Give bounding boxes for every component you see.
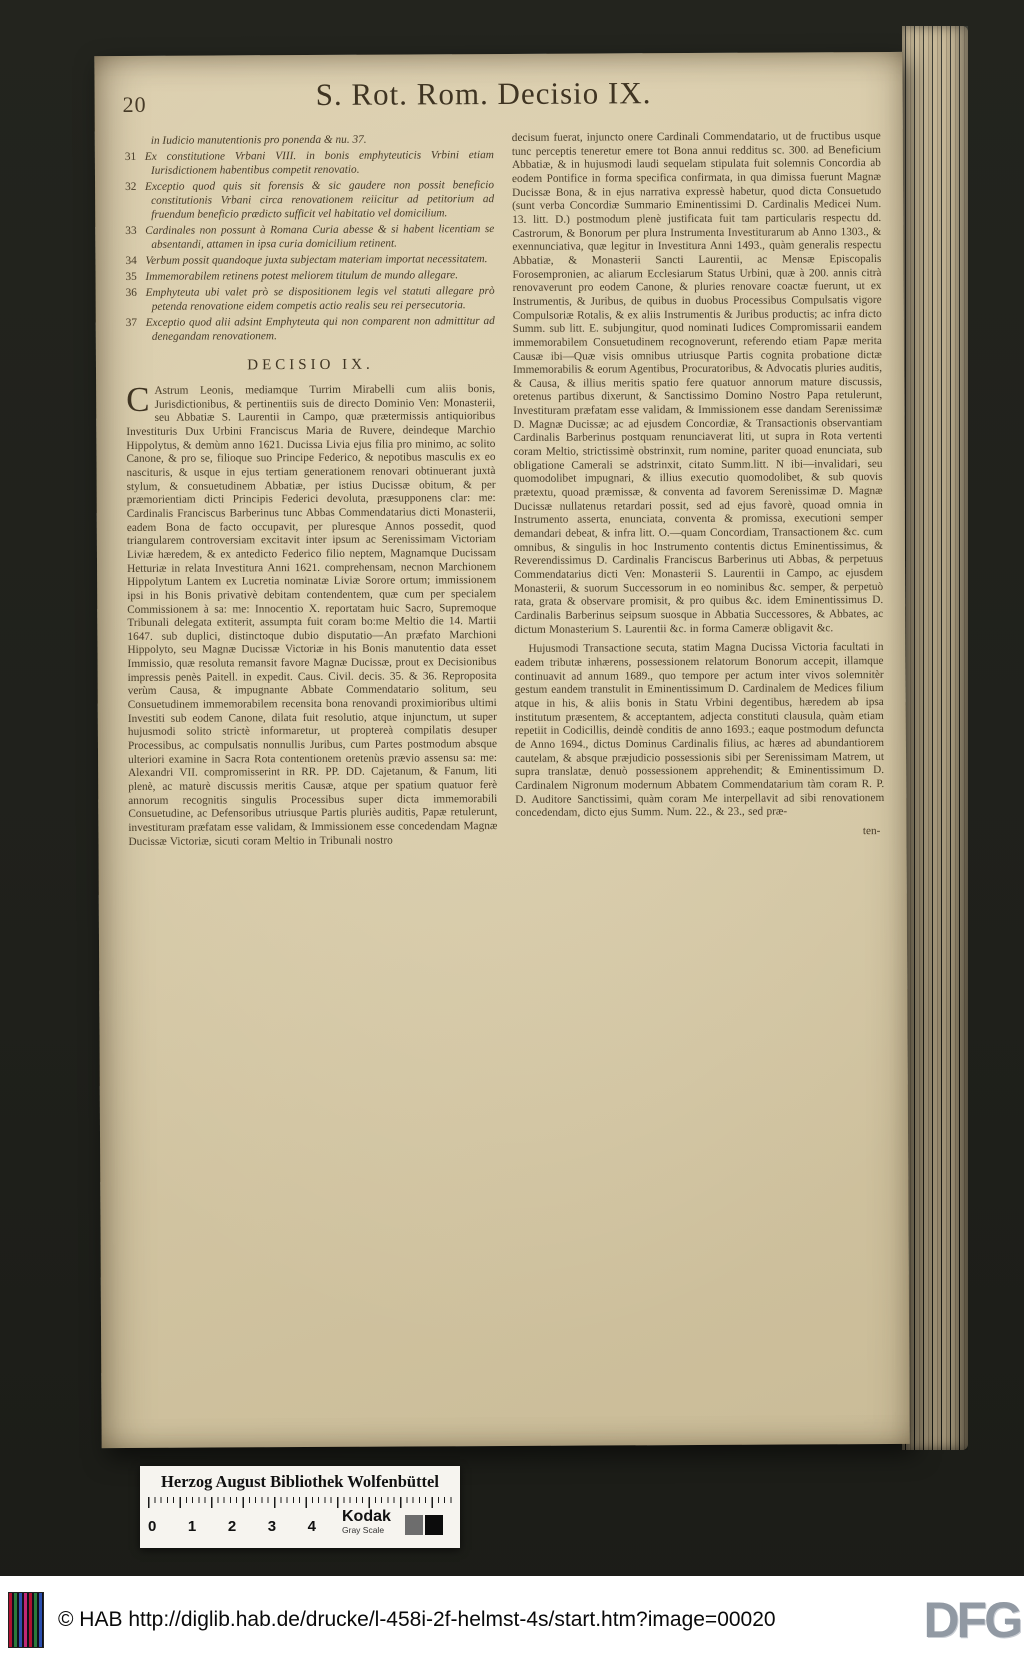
- ruler-number: 1: [187, 1517, 197, 1535]
- index-item-text: Emphyteuta ubi valet prò se dispositionem legis vel statuti allegare prò petenda renovatione eidem competis actio realis seu rei persecutoria.: [145, 285, 495, 313]
- index-item: [126, 284, 495, 314]
- index-item-number: 35: [125, 270, 137, 283]
- footer-bar: [0, 1576, 1024, 1663]
- ruler-number: 2: [227, 1517, 237, 1535]
- index-intro: in Iudicio manutentionis pro ponenda & nu. 37.: [150, 133, 367, 147]
- index-item-number: 32: [125, 180, 137, 193]
- copyright-url: © HAB http://diglib.hab.de/drucke/l-458i-2f-helmst-4s/start.htm?image=00020: [58, 1607, 776, 1631]
- color-calibration-barcode-icon: [8, 1592, 44, 1648]
- page-number: 20: [122, 91, 147, 117]
- index-item-number: 34: [125, 254, 137, 267]
- right-column: [512, 130, 888, 1422]
- kodak-grayscale-card: [140, 1466, 460, 1548]
- index-item-text: Exceptio quod quis sit forensis & sic gaudere non possit beneficio constitutionis Vrbani circa renovationem reiicitur ad petitorium ad fruendum beneficio prædicto sufficit vel habitatio vel domicilium.: [145, 179, 495, 221]
- index-item-text: Immemorabilem retinens potest meliorem titulum de mundo allegare.: [145, 269, 459, 283]
- ruler-ticks: [148, 1497, 452, 1508]
- running-title: S. Rot. Rom. Decisio IX.: [315, 75, 652, 112]
- body-paragraph: Hujusmodi Transactione secuta, statim Magna Ducissa Victoria facultati in eadem tributæ inhærens, possessionem relatorum Bonorum accepit, illamque continuavit ad annum 1689., quo tempore per actum inter vivos solemnitèr gestum eandem transtulit in Eminentissimum D. Cardinalem de Medices filium atque in his, & aliis bonis in Statu Vrbini degentibus, hæredem ab ipsa institutum præsentem, & acceptantem, adjecta constituti clausula, quàm etiam repetiit in Codicillis, deindè conditis de anno 1693.; eaque postmodum defuncta de Anno 1694., dictus Dominus Cardinalis filius, ac hæres ad abundantiorem cautelam, & absque præjudicio possessionis sibi per Serenissimam Matrem, ut supra translatæ, denuò possessionem apprehendit; & Eminentissimum D. Cardinalem Nigronum modernum Abbatem Commendatarium tàm coram R. P. D. Auditore Sanctissimi, quàm coram Me interpellavit ad sibi renovationem concedendam, dicto ejus Summ. Num. 22., & 23., sed præ-: [514, 641, 885, 820]
- body-text: Astrum Leonis, mediamque Turrim Mirabelli cum aliis bonis, Jurisdictionibus, & pertinentiis suis de directo Dominio Ven: Monasterii, seu Abbatiæ S. Laurentii in Campo, quæ prætermissis antiquioribus Investituris Dux Urbini Franciscus Maria de Ruvere, deindeque Marchio Hippolytus, & demùm anno 1621. Ducissa Livia ejus filia pro minimo, ac solito Canone, & pro se, filioque suo Principe Federico, & nepotibus masculis ex eo nascituris, & usque in ejus tertiam generationem renovari obtinuerant juxtà stylum, & consuetudinem Abbatiæ, per istius Ducissæ obitum, & per præmorientiam dicti Principis Federici devoluta, præsupponens clar: me: Cardinalis Franciscus Barberinus tunc Abbas Commendatarius dicti Monasterii, eadem Bona de facto occupavit, per pluresque Annos possedit, quod triangularem controversiam excitavit inter ipsum ac Serenissimam Victoriam Liviæ hæredem, & ex antedicto Federico filio neptem, Magnamque Ducissam Hetturiæ in relata Investitura Anni 1621. comprehensam, necnon Marchionem Hippolytum Lantem ex Lucretia nominatæ Liviæ Sorore ortum; immissionem ipsi in his Bonis privativè debitam contendentem, quæ cum per specialem Commissionem à sa: me: Innocentio X. reportatam huic Sacro, Supremoque Tribunali delegata extiterit, assumpta fuit coram bo:me Meltio die 14. Martii 1647. sub duplici, distinctoque dubio disputatio—An præfato Marchioni Hippolyto, seu Magnæ Ducissæ Victoriæ in his Bonis manutentio data esset Immissio, quæ resoluta remansit favore Magnæ Ducissæ, prout ex Decisionibus impressis penès Paitell. in expedit. Caus. Civil. decis. 35. & 36. Reproposita verùm Causa, & impugnante Abbate Commendatario solitum, seu Consuetudinem immemorabilem recensita bona renovandi proximioribus ultimi Investiti sub eodem Canone, dilata fuit resolutio, atque injunctum, ut super hujusmodi solito strictè informaretur, ut proptereà compilatis desuper Processibus, ac compulsatis nonnullis Juribus, cum Partes postmodum absque ulteriori examine in Sacra Rota contentionem oretenùs prævio assensu sa: me: Alexandri VII. compromisserint in RR. PP. DD. Cajetanum, & Fanum, liti plenè, ac maturè discussis meritis Causæ, atque per spatium quatuor ferè annorum recognitis singulis Processibus super dicta immemorabili Consuetudine, ac Defensoribus utriusque Partis pluriès auditis, Papæ retulerunt, investituram præfatam esse validam, & Immissionem esse concedendam Magnæ Ducissæ Victoriæ, sicuti coram Meltio in Tribunali nostro: [126, 383, 498, 848]
- black-patch: [425, 1515, 443, 1535]
- dfg-logo: DFG: [923, 1591, 1020, 1648]
- left-column: [125, 132, 501, 1424]
- index-item-text: Verbum possit quandoque juxta subjectam materiam importat necessitatem.: [145, 253, 488, 267]
- ruler-number: 0: [148, 1517, 157, 1535]
- index-item: [126, 314, 495, 344]
- ruler-number: 4: [307, 1517, 316, 1535]
- index-item-number: 36: [125, 286, 137, 299]
- scanned-page: [94, 52, 909, 1448]
- gray-patch: [405, 1515, 423, 1535]
- body-paragraph: decisum fuerat, injuncto onere Cardinali Commendatario, ut de fructibus usque tunc perceptis teneretur emere tot Bona annui redditus sc. 300. ad Beneficium Abbatiæ, & in hujusmodi laudi sequelam stipulata fuit solemnis Concordia ab eodem Pontifice in forma specifica confirmata, in qua dimissa fuerunt Magnæ Ducissæ Bona, & in ejus narrativa expressè habetur, quod dicta Consuetudo (sunt verba Concordiæ Summario Eminentissimi D. Cardinalis Medicei Num. 13. litt. D.) postmodum plenè justificata fuit tam particularis respectu dd. Castrorum, & Bonorum per plura Instrumenta Investiturarum ab Anno 1303., & exennunciativa, quæ legitur in Investitura Anni 1493., quàm generalis respectu Abbatiæ, & Monasterii Sancti Laurentii, ac Mensæ Episcopalis Forosempronien, ac aliarum Ecclesiarum Status Urbini, quæ à 200. annis citrà renovaverunt pro eodem Canone, & pluries renovare coactæ fuerunt, ut ex Instrumentis, & Juribus, de quibus in duobus Processibus Compulsatis vigore Compulsoriæ Rotalis, & ex aliis Instrumentis & Juribus productis; ac infra dicto Summ. sub litt. E. subjungitur, quod nominati Iudices Compromissarii eandem immemorabilem Consuetudinem recognoverunt, referendo etiam Papæ merita Causæ ibi—Quæ visis omnibus utriusque Partis cognita probatione dictæ Immemorabilis & eorum Agentibus, Procuratoribus, & Advocatis pluries auditis, & Causa, & illius meritis spatio fere quatuor annorum mature discussis, oretenus partibus dixerunt, & Sanctissimo Domino Nostro Papa retulerunt, Investituram præfatam esse validam, & Immissionem esse dandam Serenissimæ D. Magnæ Ducissæ; ac ad ejusdem Concordiæ, & Transactionis observantiam Cardinalis Barberinus postquam renunciaverat liti, ut supra in Rota vertenti coram Meltio, strictissimè obstrinxit, rum nomine, pariter quoad enunciata, sub obligatione Camerali se adstrinxit, citato Summ.litt. N ibi—invalidari, seu quomodolibet impugnari, & illius executio quomodolibet, & sub quovis prætextu, quoad præmissæ, & conventa ad favorem Serenissimæ D. Magnæ Ducissæ nullatenus retardari possit, sed ad ejus favorè, quoad omnia in Instrumento asserta, enunciata, conventa & promissa, executioni semper demandari debeat, & infra litt. O.—quam Concordiam, Transactionem &c. cum omnibus, & singulis in hoc Instrumento contentis dictus Eminentissimus, & Reverendissimus D. Cardinalis Franciscus Barberinus uti Abbas, & perpetuus Commendatarius dicti Ven: Monasterii S. Laurentii in Campo, ac ejusdem Monasterii, & suorum Successorum in eo nominibus &c. semper, & perpetuò rata, grata & observare promisit, & pro quibus &c. idem Eminentissimus D. Cardinalis Barberinus seipsum suosque in Abbatia Successores, & Abbates, ac dictum Monasterium S. Laurentii &c. in forma Cameræ obligavit &c.: [511, 130, 884, 636]
- grayscale-patches: [405, 1515, 443, 1535]
- ruler-numbers: [148, 1518, 316, 1535]
- index-item: [125, 148, 494, 178]
- body-paragraph: [126, 379, 498, 849]
- grayscale-label: Gray Scale: [342, 1525, 385, 1535]
- index-item-text: Exceptio quod alii adsint Emphyteuta qui non comparent non admittitur ad denegandam renovationem.: [145, 315, 495, 343]
- index-item-number: 31: [124, 150, 137, 163]
- drop-cap: C: [126, 379, 150, 419]
- page-header: [94, 52, 902, 130]
- ruler-row: [148, 1509, 452, 1535]
- index-item: [125, 268, 494, 284]
- index-item-text: Cardinales non possunt à Romana Curia abesse & si habent licentiam se absentandi, attamen in ipsa curia domicilium retinent.: [145, 223, 495, 251]
- index-item-text: Ex constitutione Vrbani VIII. in bonis emphyteuticis Vrbini etiam Iurisdictionem habentibus competit renovatio.: [144, 149, 494, 177]
- book-fore-edge-pages: [902, 26, 968, 1450]
- index-item: [125, 178, 494, 222]
- text-columns: [95, 126, 910, 1424]
- index-item-number: 37: [125, 316, 138, 329]
- summary-index: [125, 132, 495, 344]
- kodak-label: Kodak: [342, 1508, 391, 1525]
- index-item: [125, 222, 494, 252]
- library-label: Herzog August Bibliothek Wolfenbüttel: [161, 1472, 439, 1491]
- kodak-wordmark: [342, 1509, 391, 1535]
- index-item-number: 33: [125, 224, 137, 237]
- ruler-number: 3: [267, 1517, 277, 1535]
- catchword: ten-: [862, 824, 881, 837]
- section-heading: DECISIO IX.: [247, 356, 374, 374]
- index-item: [125, 252, 494, 268]
